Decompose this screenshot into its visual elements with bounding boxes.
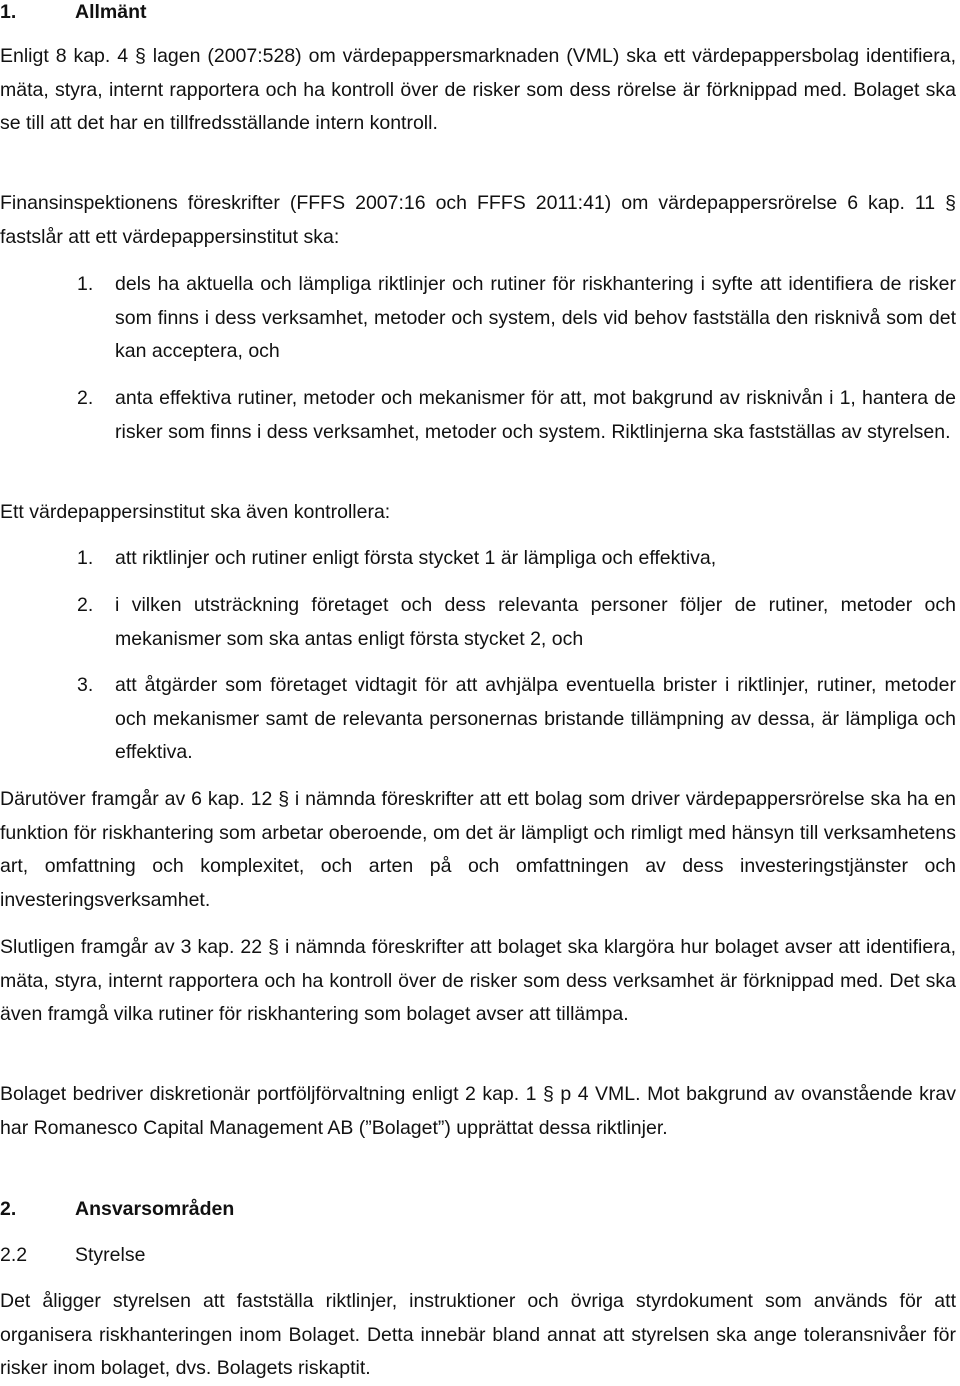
section-number: 2. (0, 1198, 17, 1220)
list-marker: 2. (77, 594, 94, 616)
list-item-text: att riktlinjer och rutiner enligt första stycket 1 är lämpliga och effektiva, (115, 547, 717, 569)
paragraph-styrelse: Det åligger styrelsen att fastställa riktlinjer, instruktioner och övriga styrdokument som används för att organisera riskhanteringen inom Bolaget. Detta innebär bland annat att styrelsen ska ange toleransnivåer för risker inom bolaget, dvs. Bolagets riskaptit. (0, 1290, 956, 1379)
section-title: Ansvarsområden (75, 1198, 235, 1220)
list-marker: 1. (77, 547, 94, 569)
section-number: 1. (0, 1, 17, 23)
paragraph-vml: Enligt 8 kap. 4 § lagen (2007:528) om värdepappersmarknaden (VML) ska ett värdepappersbolag identifiera, mäta, styra, internt rapportera och ha kontroll över de risker som dess rörelse är förknippad med. Bolaget ska se till att det har en tillfredsställande intern kontroll. (0, 45, 956, 134)
list-marker: 3. (77, 674, 94, 696)
paragraph-fffs: Finansinspektionens föreskrifter (FFFS 2007:16 och FFFS 2011:41) om värdepappersrörelse 6 kap. 11 § fastslår att ett värdepappersinstitut ska: (0, 192, 956, 248)
list-marker: 1. (77, 273, 94, 295)
subsection-heading-styrelse (0, 1243, 145, 1267)
subsection-number: 2.2 (0, 1244, 28, 1266)
paragraph-kontrollera: Ett värdepappersinstitut ska även kontrollera: (0, 501, 391, 523)
list-item (0, 542, 956, 576)
section-title: Allmänt (75, 1, 147, 23)
paragraph-bolaget: Bolaget bedriver diskretionär portföljförvaltning enligt 2 kap. 1 § p 4 VML. Mot bakgrund av ovanstående krav har Romanesco Capital Management AB (”Bolaget”) upprättat dessa riktlinjer. (0, 1083, 956, 1139)
subsection-title: Styrelse (75, 1244, 146, 1266)
list-item-text: anta effektiva rutiner, metoder och mekanismer för att, mot bakgrund av risknivån i 1, hantera de risker som finns i dess verksamhet, metoder och system. Riktlinjerna ska fastställas av styrelsen. (115, 387, 956, 443)
list-item-text: dels ha aktuella och lämpliga riktlinjer och rutiner för riskhantering i syfte att identifiera de risker som finns i dess verksamhet, metoder och system, dels vid behov fastställa den risknivå som det kan acceptera, och (115, 273, 956, 362)
list-item (0, 589, 956, 656)
list-item (0, 268, 956, 369)
list-marker: 2. (77, 387, 94, 409)
list-item (0, 669, 956, 770)
paragraph-slutligen: Slutligen framgår av 3 kap. 22 § i nämnda föreskrifter att bolaget ska klargöra hur bolaget avser att identifiera, mäta, styra, internt rapportera och ha kontroll över de risker som dess verksamhet är förknippad med. Det ska även framgå vilka rutiner för riskhantering som bolaget avser att tillämpa. (0, 936, 956, 1025)
list-item-text: i vilken utsträckning företaget och dess relevanta personer följer de rutiner, metoder och mekanismer som ska antas enligt första stycket 2, och (115, 594, 956, 650)
section-heading-2 (0, 1197, 234, 1221)
paragraph-riskfunktion: Därutöver framgår av 6 kap. 12 § i nämnda föreskrifter att ett bolag som driver värdepappersrörelse ska ha en funktion för riskhantering som arbetar oberoende, om det är lämpligt och rimligt med hänsyn till verksamhetens art, omfattning och komplexitet, och arten på och omfattningen av dess investeringstjänster och investeringsverksamhet. (0, 788, 956, 911)
section-heading-1 (0, 0, 147, 24)
list-item-text: att åtgärder som företaget vidtagit för att avhjälpa eventuella brister i riktlinjer, rutiner, metoder och mekanismer samt de relevanta personernas bristande tillämpning av dessa, är lämpliga och effektiva. (115, 674, 956, 763)
list-item (0, 382, 956, 449)
